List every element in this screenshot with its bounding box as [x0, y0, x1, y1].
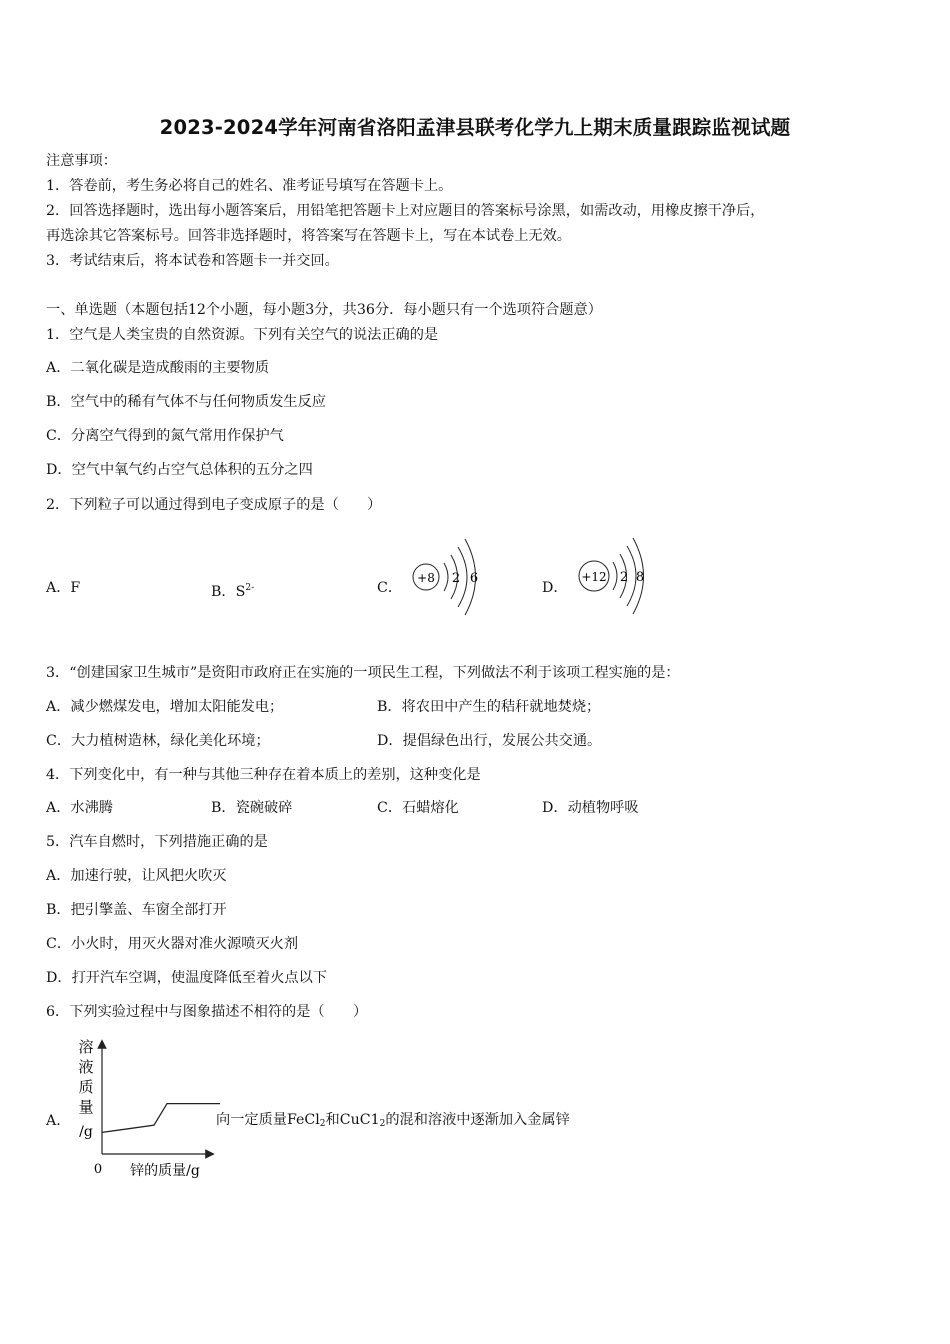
shell-arc-1: [613, 562, 617, 590]
notice-item-2-cont: 再选涂其它答案标号。回答非选择题时，将答案写在答题卡上，写在本试卷上无效。: [46, 228, 571, 244]
q6-stem: 6．下列实验过程中与图象描述不相符的是（ ）: [46, 1004, 368, 1020]
q2-option-b-label: B．S: [211, 584, 246, 600]
shell-arc-1: [444, 563, 448, 591]
y-axis-label-char-1: 溶: [78, 1038, 94, 1056]
q2-option-c-label: C．: [377, 580, 403, 596]
nucleus-charge: +12: [581, 570, 607, 584]
q1-option-a: A．二氧化碳是造成酸雨的主要物质: [46, 360, 270, 376]
q5-option-b: B．把引擎盖、车窗全部打开: [46, 902, 227, 918]
notice-item-3: 3．考试结束后，将本试卷和答题卡一并交回。: [46, 253, 339, 269]
q2-atom-diagram-c: [404, 533, 484, 621]
shell-2-electrons: 8: [635, 570, 645, 585]
notice-heading: 注意事项：: [46, 153, 117, 169]
q2-stem: 2．下列粒子可以通过得到电子变成原子的是（ ）: [46, 497, 382, 513]
q6-a-sub-1: 2: [319, 1119, 326, 1129]
shell-1-electrons: 2: [619, 570, 629, 585]
q1-option-c: C．分离空气得到的氮气常用作保护气: [46, 428, 284, 444]
q5-stem: 5．汽车自燃时，下列措施正确的是: [46, 834, 268, 850]
shell-2-electrons: 6: [469, 571, 479, 586]
q2-atom-diagram-d: [570, 532, 650, 620]
q6-a-text-part1: 向一定质量FeCl: [216, 1112, 320, 1128]
q5-option-c: C．小火时，用灭火器对准火源喷灭火剂: [46, 936, 299, 952]
q3-option-b: B．将农田中产生的秸秆就地焚烧；: [377, 699, 601, 715]
notice-item-1: 1．答卷前，考生务必将自己的姓名、准考证号填写在答题卡上。: [46, 178, 453, 194]
q1-option-b: B．空气中的稀有气体不与任何物质发生反应: [46, 394, 326, 410]
y-axis-label-char-5: /g: [79, 1124, 93, 1140]
q5-option-d: D．打开汽车空调，使温度降低至着火点以下: [46, 970, 327, 986]
q1-option-d: D．空气中氧气约占空气总体积的五分之四: [46, 462, 313, 478]
q4-stem: 4．下列变化中，有一种与其他三种存在着本质上的差别，这种变化是: [46, 767, 481, 783]
q2-option-b: [211, 578, 254, 602]
q6-a-text-part3: 的混和溶液中逐渐加入金属锌: [385, 1112, 570, 1128]
q1-stem: 1．空气是人类宝贵的自然资源。下列有关空气的说法正确的是: [46, 327, 439, 343]
q2-option-b-charge: 2-: [245, 583, 255, 593]
q3-option-c: C．大力植树造林，绿化美化环境；: [46, 733, 270, 749]
q6-option-a-text: [216, 1110, 570, 1134]
nucleus-charge: +8: [417, 571, 435, 585]
q6-a-sub-2: 2: [379, 1119, 386, 1129]
q6-a-text-part2: 和CuC1: [325, 1112, 380, 1128]
graph-series-group: [102, 1104, 220, 1133]
q6-solution-mass-graph: [70, 1032, 220, 1184]
q3-stem: 3．“创建国家卫生城市”是资阳市政府正在实施的一项民生工程，下列做法不利于该项工程实施的是：: [46, 665, 680, 681]
q4-option-b: B．瓷碗破碎: [211, 800, 293, 816]
exam-title: 2023-2024学年河南省洛阳孟津县联考化学九上期末质量跟踪监视试题: [159, 116, 791, 139]
q6-option-a-label: A．: [46, 1113, 71, 1129]
y-axis-label-char-4: 量: [78, 1098, 94, 1116]
section-header: 一、单选题（本题包括12个小题，每小题3分，共36分．每小题只有一个选项符合题意）: [46, 302, 602, 318]
shell-arc-3: [627, 546, 636, 606]
shell-1-electrons: 2: [451, 571, 461, 586]
y-axis-label-char-3: 质: [78, 1078, 94, 1096]
notice-item-2: 2．回答选择题时，选出每小题答案后，用铅笔把答题卡上对应题目的答案标号涂黑，如需改动，用橡皮擦干净后，: [46, 203, 765, 219]
q5-option-a: A．加速行驶，让风把火吹灭: [46, 868, 227, 884]
y-axis-label-char-2: 液: [78, 1058, 94, 1076]
q2-option-a: A．F: [46, 580, 81, 596]
q4-option-a: A．水沸腾: [46, 800, 113, 816]
solution-mass-line: [102, 1104, 220, 1133]
q2-option-d-label: D．: [542, 580, 568, 596]
q4-option-c: C．石蜡熔化: [377, 800, 459, 816]
q3-option-d: D．提倡绿色出行，发展公共交通。: [377, 733, 602, 749]
origin-label: 0: [93, 1162, 103, 1177]
q3-option-a: A．减少燃煤发电，增加太阳能发电；: [46, 699, 284, 715]
x-axis-label: 锌的质量/g: [130, 1163, 200, 1179]
q4-option-d: D．动植物呼吸: [542, 800, 639, 816]
